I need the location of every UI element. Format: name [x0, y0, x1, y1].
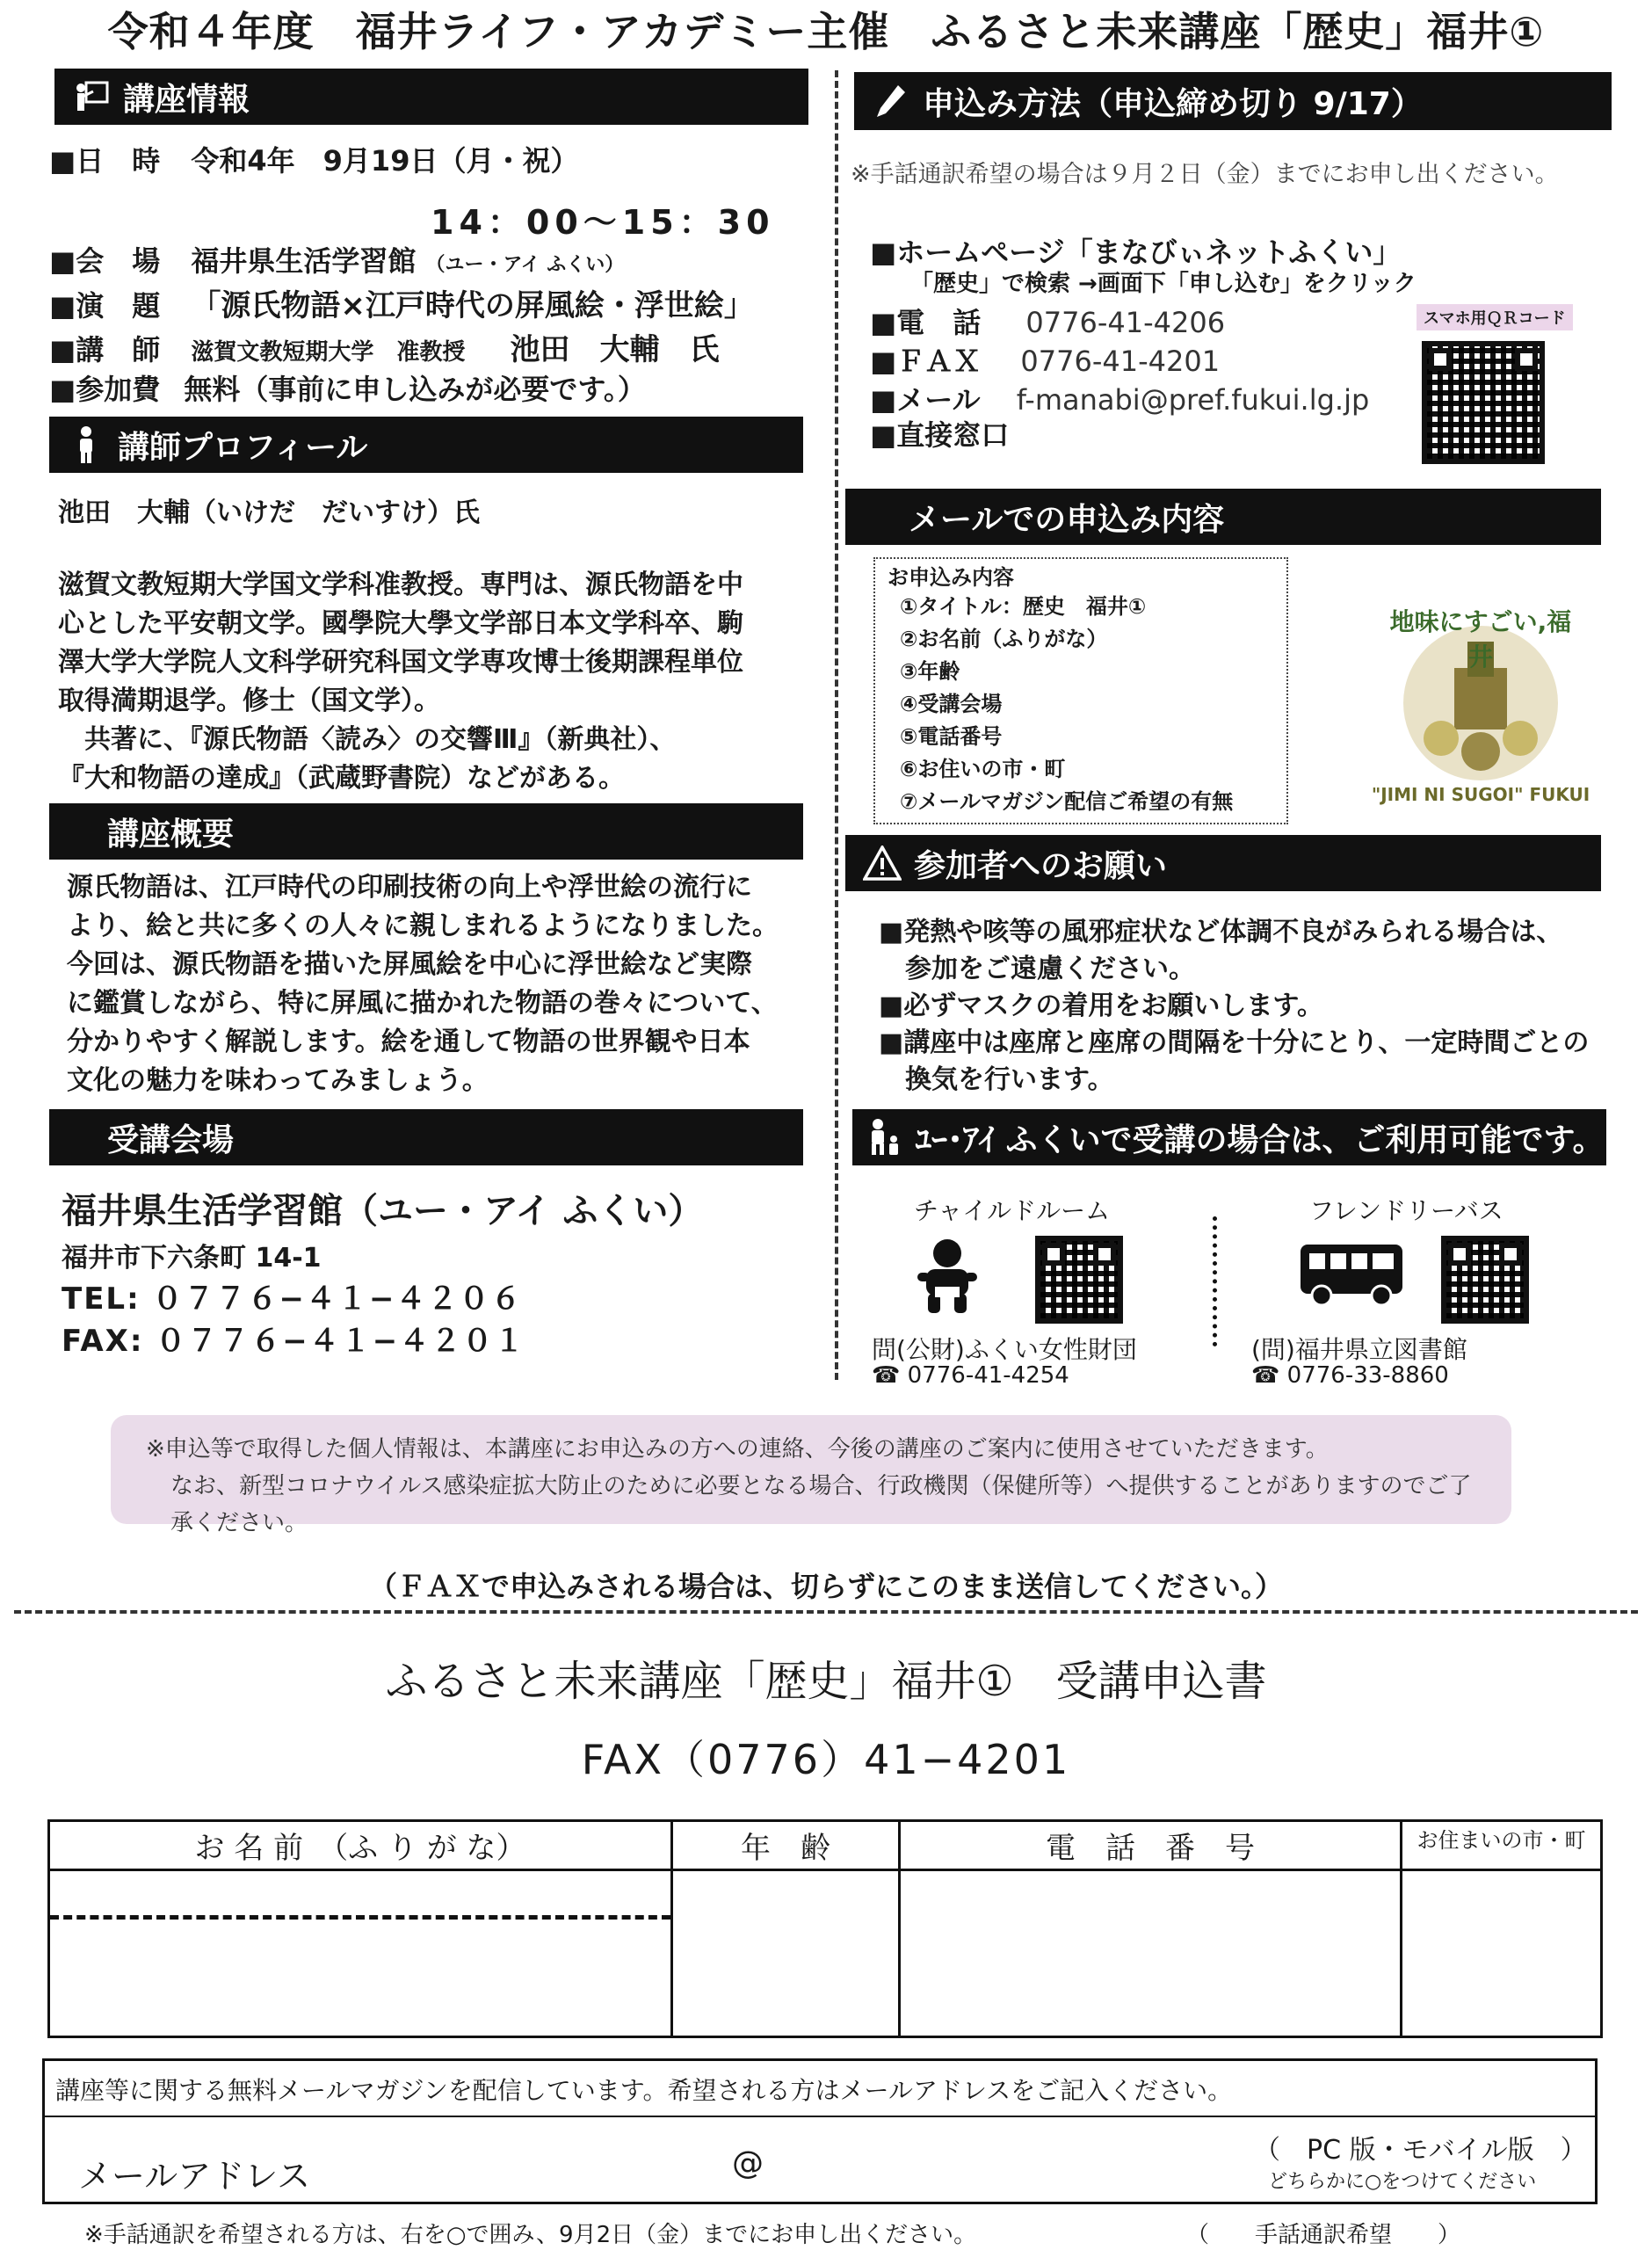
request-line: ■講座中は座席と座席の間隔を十分にとり、一定時間ごとの [879, 1027, 1590, 1058]
mail-address-field[interactable] [361, 2123, 1240, 2200]
summary-heading-text: 講座概要 [107, 816, 235, 853]
bus-icon [1299, 1243, 1404, 1311]
mail-content-item: ①タイトル：歴史 福井① [900, 594, 1147, 619]
request-line: 参加をご遠慮ください。 [879, 954, 1195, 984]
col-phone-header: 電 話 番 号 [900, 1821, 1402, 1870]
furigana-divider [50, 1915, 670, 1920]
summary-line: 分かりやすく解説します。絵を通して物語の世界観や日本 [67, 1027, 750, 1057]
jimi-ni-sugoi-logo [1371, 589, 1590, 817]
venue-value: 福井県生活学習館 [191, 244, 417, 278]
profile-heading [49, 417, 803, 473]
apply-hp-sub: 「歴史」で検索 →画面下「申し込む」をクリック [910, 271, 1417, 297]
apply-heading [854, 72, 1612, 130]
profile-line: 取得満期退学。修士（国文学）。 [58, 686, 440, 716]
friendly-bus-org: (問)福井県立図書館 [1251, 1335, 1467, 1364]
logo-bottom-text: "JIMI NI SUGOI" FUKUI [1371, 784, 1590, 805]
mail-magazine-box [42, 2058, 1598, 2204]
name-field[interactable] [49, 1870, 672, 2037]
summary-line: 文化の魅力を味わってみましょう。 [67, 1065, 489, 1096]
time-value: 14：00〜15：30 [431, 203, 775, 242]
topic-value: 「源氏物語×江戸時代の屏風絵・浮世絵」 [191, 288, 754, 323]
col-name-header: お 名 前 （ふ り が な） [49, 1821, 672, 1870]
child-room-qr-code[interactable] [1035, 1236, 1123, 1324]
form-fax: FAX（0776）41−4201 [581, 1736, 1071, 1783]
pc-mobile-option[interactable]: （ PC 版・モバイル版 ） [1254, 2135, 1587, 2166]
privacy-line-2: なお、新型コロナウイルス感染症拡大防止のために必要となる場合、行政機関（保健所等）へ提供することがありますのでご了承ください。 [170, 1473, 1472, 1536]
requests-heading [845, 835, 1601, 891]
venue-tel: TEL: ０７７６−４１−４２０６ [62, 1281, 523, 1317]
mail-content-box-title: お申込み内容 [888, 565, 1014, 590]
venue-heading-text: 受講会場 [107, 1121, 235, 1158]
mail-content-heading [845, 489, 1601, 545]
qr-label: スマホ用ＱＲコード [1417, 304, 1573, 330]
city-field[interactable] [1402, 1870, 1602, 2037]
requests-heading-text: 参加者へのお願い [914, 847, 1168, 884]
mail-content-item: ②お名前（ふりがな） [900, 627, 1108, 651]
apply-sign-note: ※手話通訳希望の場合は９月２日（金）までにお申し出ください。 [851, 161, 1559, 188]
uai-heading [852, 1109, 1606, 1165]
mail-content-item: ⑥お住いの市・町 [900, 757, 1066, 781]
apply-heading-text: 申込み方法（申込締め切り 9/17） [923, 85, 1423, 122]
child-room-org: 問(公財)ふくい女性財団 [872, 1335, 1137, 1364]
summary-line: 今回は、源氏物語を描いた屏風絵を中心に浮世絵など実際 [67, 949, 752, 980]
apply-tel-label: ■電 話 [870, 306, 982, 339]
request-line: ■発熱や咳等の風邪症状など体調不良がみられる場合は、 [879, 917, 1563, 947]
profile-line: 澤大学大学院人文科学研究科国文学専攻博士後期課程単位 [58, 647, 743, 678]
mail-content-item: ④受講会場 [900, 692, 1003, 716]
date-value: 令和4年 9月19日（月・祝） [191, 144, 579, 178]
lecturer-name: 池田 大輔 氏 [510, 332, 720, 367]
col-city-header: お住まいの市・町 [1402, 1821, 1602, 1870]
course-info-heading-text: 講座情報 [123, 81, 250, 118]
mail-content-heading-text: メールでの申込み内容 [909, 501, 1225, 538]
mail-content-item: ③年齢 [900, 659, 960, 684]
profile-line: 『大和物語の達成』（武蔵野書院）などがある。 [58, 763, 625, 794]
page-title: 令和４年度 福井ライフ・アカデミー主催 ふるさと未来講座「歴史」福井① [107, 8, 1545, 55]
apply-window-label: ■直接窓口 [870, 418, 1010, 452]
mail-address-label: メールアドレス [78, 2157, 311, 2196]
venue-fax: FAX: ０７７６−４１−４２０１ [62, 1324, 526, 1359]
col-age-header: 年 齢 [672, 1821, 900, 1870]
lecture-icon [72, 77, 111, 116]
fee-value: 無料（事前に申し込みが必要です。） [184, 373, 646, 406]
mail-content-box [873, 557, 1288, 824]
apply-tel-value: 0776-41-4206 [1025, 306, 1226, 339]
application-table [47, 1819, 1603, 2038]
venue-note: （ユー・アイ ふくい） [425, 254, 625, 276]
privacy-line-1: ※申込等で取得した個人情報は、本講座にお申込みの方への連絡、今後の講座のご案内に使用させていただきます。 [146, 1436, 1329, 1462]
pencil-icon [872, 82, 910, 120]
topic-row [49, 281, 754, 324]
friendly-bus-qr-code[interactable] [1441, 1236, 1529, 1324]
profile-line: 心とした平安朝文学。國學院大學文学部日本文学科卒、駒 [58, 608, 743, 639]
mail-magazine-note: 講座等に関する無料メールマガジンを配信しています。希望される方はメールアドレスをご記入ください。 [55, 2076, 1233, 2105]
summary-line: に鑑賞しながら、特に屏風に描かれた物語の巻々について、 [67, 988, 778, 1019]
parent-child-icon [865, 1118, 903, 1157]
column-divider [835, 70, 838, 1380]
venue-heading [49, 1109, 803, 1165]
requests-text [879, 914, 1608, 1099]
summary-line: 源氏物語は、江戸時代の印刷技術の向上や浮世絵の流行に [67, 872, 752, 903]
friendly-bus-title: フレンドリーバス [1309, 1196, 1503, 1225]
date-label: ■日 時 [49, 144, 161, 178]
fee-row [49, 367, 646, 408]
lecturer-row [49, 325, 720, 368]
topic-label: ■演 題 [49, 289, 161, 323]
lecturer-label: ■講 師 [49, 333, 161, 367]
mail-content-item: ⑤電話番号 [900, 724, 1003, 749]
venue-label: ■会 場 [49, 244, 161, 278]
profile-name: 池田 大輔（いけだ だいすけ）氏 [58, 497, 480, 528]
summary-heading [49, 803, 803, 860]
profile-text [58, 566, 814, 798]
smartphone-qr-code[interactable] [1422, 341, 1545, 464]
apply-fax-row [870, 339, 1220, 380]
venue-address: 福井市下六条町 14-1 [62, 1243, 322, 1274]
cut-line [14, 1610, 1638, 1614]
profile-line: 共著に、『源氏物語〈読み〉の交響Ⅲ』（新典社）、 [58, 724, 677, 755]
uai-divider [1213, 1216, 1217, 1346]
at-sign: @ [732, 2145, 764, 2181]
lecturer-affil: 滋賀文教短期大学 准教授 [191, 339, 466, 366]
mail-content-item: ⑦メールマガジン配信ご希望の有無 [900, 789, 1234, 814]
fee-label: ■参加費 [49, 373, 161, 406]
sign-language-note: ※手話通訳を希望される方は、右を○で囲み、9月2日（金）までにお申し出ください。 [84, 2222, 977, 2248]
apply-fax-label: ■ＦＡＸ [870, 345, 982, 378]
apply-fax-value: 0776-41-4201 [1020, 345, 1221, 378]
request-line: 換気を行います。 [879, 1064, 1114, 1095]
fax-send-note: （ＦＡＸで申込みされる場合は、切らずにこのまま送信してください。） [368, 1570, 1283, 1603]
child-room-title: チャイルドルーム [914, 1196, 1111, 1225]
venue-row [49, 239, 624, 279]
summary-line: より、絵と共に多くの人々に親しまれるようになりました。 [67, 911, 779, 941]
apply-mail-value[interactable]: f-manabi@pref.fukui.lg.jp [1016, 383, 1370, 417]
age-field[interactable] [672, 1870, 900, 2037]
apply-mail-label: ■メール [870, 383, 981, 417]
circle-instruction: どちらかに○をつけてください [1268, 2171, 1537, 2193]
profile-line: 滋賀文教短期大学国文学科准教授。専門は、源氏物語を中 [58, 570, 743, 600]
friendly-bus-tel: ☎ 0776-33-8860 [1251, 1362, 1449, 1389]
course-info-heading [54, 69, 808, 125]
logo-top-text: 地味にすごい,福井 [1389, 607, 1572, 671]
warning-icon [863, 844, 902, 882]
person-icon [67, 425, 105, 464]
summary-text [67, 868, 822, 1100]
form-title: ふるさと未来講座「歴史」福井① 受講申込書 [385, 1657, 1267, 1706]
baby-icon [914, 1238, 981, 1320]
request-line: ■必ずマスクの着用をお願いします。 [879, 991, 1323, 1021]
sign-language-option[interactable]: （ 手話通訳希望 ） [1186, 2222, 1461, 2248]
apply-hp-label: ■ホームページ「まなびぃネットふくい」 [870, 236, 1402, 269]
date-row [49, 139, 578, 179]
apply-tel-row [870, 301, 1225, 341]
child-room-tel: ☎ 0776-41-4254 [872, 1362, 1069, 1389]
profile-heading-text: 講師プロフィール [118, 429, 368, 466]
uai-heading-text: ﾕｰ･ｱｲ ふくいで受講の場合は、ご利用可能です。 [916, 1121, 1605, 1158]
mail-magazine-divider [45, 2116, 1595, 2117]
phone-field[interactable] [900, 1870, 1402, 2037]
privacy-notice [111, 1415, 1511, 1536]
venue-name: 福井県生活学習館（ユー・アイ ふくい） [62, 1191, 704, 1231]
